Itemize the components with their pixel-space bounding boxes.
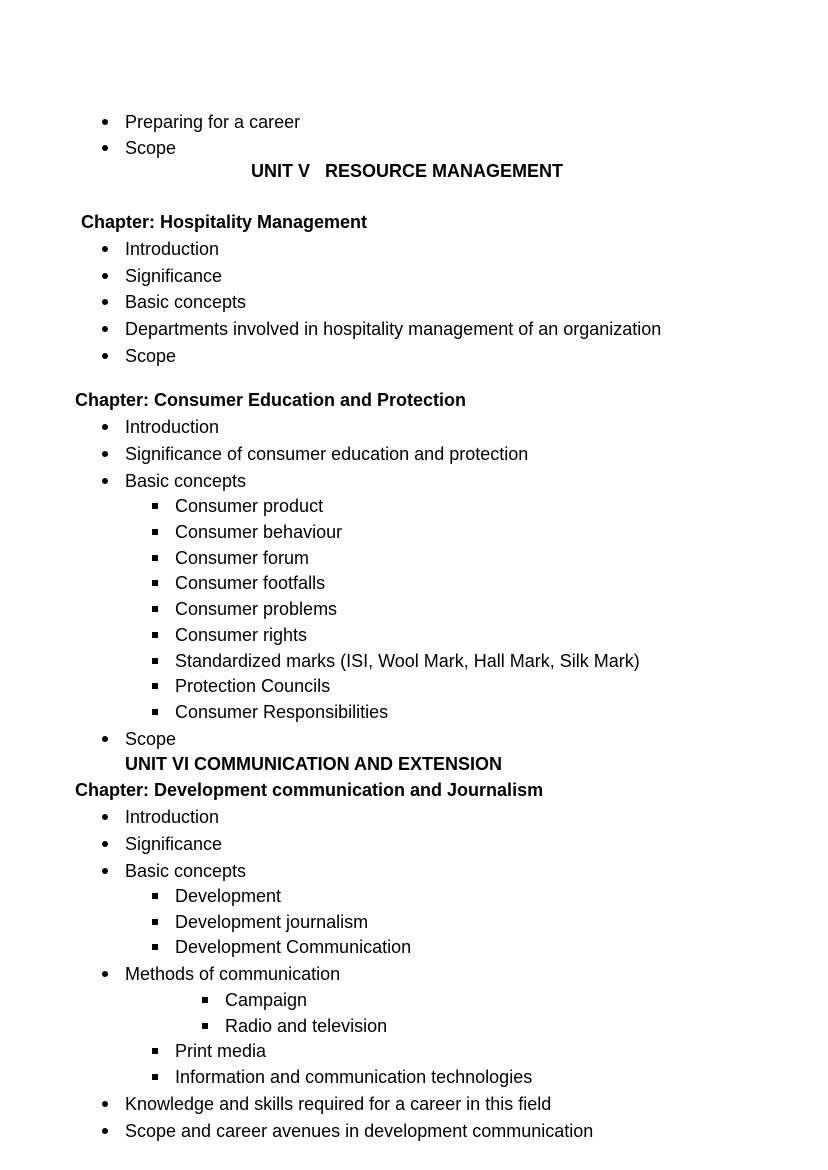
sub-sub-bullet-icon (202, 1023, 208, 1029)
list-item: Scope (125, 346, 177, 366)
sub-bullet-icon (152, 709, 158, 715)
sub-bullet-icon (152, 1074, 158, 1080)
sub-list-item: Standardized marks (ISI, Wool Mark, Hall Mark, Silk Mark) (175, 651, 640, 671)
sub-bullet-icon (152, 658, 158, 664)
sub-bullet-icon (152, 606, 158, 612)
list-item: Preparing for a career (125, 112, 301, 132)
bullet-icon (102, 1128, 108, 1134)
unit-heading: UNIT VI COMMUNICATION AND EXTENSION (125, 754, 502, 774)
sub-sub-list-item: Radio and television (225, 1016, 388, 1036)
sub-list-item: Consumer Responsibilities (175, 702, 389, 722)
sub-bullet-icon (152, 683, 158, 689)
list-item: Scope (125, 729, 177, 749)
bullet-icon (102, 451, 108, 457)
sub-list-item: Protection Councils (175, 676, 331, 696)
bullet-icon (102, 353, 108, 359)
sub-list-item: Print media (175, 1041, 267, 1061)
list-item: Scope and career avenues in development communication (125, 1121, 594, 1141)
bullet-icon (102, 736, 108, 742)
list-item: Introduction (125, 417, 220, 437)
list-item: Basic concepts (125, 292, 247, 312)
sub-list-item: Consumer footfalls (175, 573, 326, 593)
bullet-icon (102, 971, 108, 977)
bullet-icon (102, 424, 108, 430)
bullet-icon (102, 814, 108, 820)
unit-heading: UNIT V RESOURCE MANAGEMENT (251, 161, 564, 181)
sub-list-item: Consumer forum (175, 548, 310, 568)
sub-bullet-icon (152, 919, 158, 925)
chapter-heading: Chapter: Development communication and Journalism (75, 780, 544, 800)
list-item: Methods of communication (125, 964, 341, 984)
bullet-icon (102, 478, 108, 484)
sub-sub-list-item: Campaign (225, 990, 308, 1010)
sub-list-item: Consumer rights (175, 625, 308, 645)
bullet-icon (102, 868, 108, 874)
sub-list-item: Consumer behaviour (175, 522, 343, 542)
chapter-heading: Chapter: Consumer Education and Protection (75, 390, 467, 410)
list-item: Basic concepts (125, 471, 247, 491)
list-item: Scope (125, 138, 177, 158)
bullet-icon (102, 841, 108, 847)
sub-bullet-icon (152, 632, 158, 638)
sub-bullet-icon (152, 944, 158, 950)
bullet-icon (102, 119, 108, 125)
sub-bullet-icon (152, 580, 158, 586)
list-item: Significance of consumer education and protection (125, 444, 529, 464)
list-item: Significance (125, 834, 223, 854)
list-item: Introduction (125, 239, 220, 259)
bullet-icon (102, 326, 108, 332)
sub-bullet-icon (152, 893, 158, 899)
bullet-icon (102, 1101, 108, 1107)
bullet-icon (102, 246, 108, 252)
sub-list-item: Development (175, 886, 282, 906)
sub-list-item: Consumer product (175, 496, 324, 516)
bullet-icon (102, 273, 108, 279)
sub-bullet-icon (152, 529, 158, 535)
sub-list-item: Development journalism (175, 912, 369, 932)
sub-list-item: Consumer problems (175, 599, 338, 619)
sub-bullet-icon (152, 1048, 158, 1054)
sub-list-item: Development Communication (175, 937, 412, 957)
list-item: Significance (125, 266, 223, 286)
list-item: Introduction (125, 807, 220, 827)
list-item: Basic concepts (125, 861, 247, 881)
bullet-icon (102, 145, 108, 151)
chapter-heading: Chapter: Hospitality Management (81, 212, 368, 232)
sub-sub-bullet-icon (202, 997, 208, 1003)
sub-list-item: Information and communication technologies (175, 1067, 533, 1087)
sub-bullet-icon (152, 503, 158, 509)
sub-bullet-icon (152, 555, 158, 561)
list-item: Departments involved in hospitality management of an organization (125, 319, 662, 339)
bullet-icon (102, 299, 108, 305)
list-item: Knowledge and skills required for a career in this field (125, 1094, 552, 1114)
